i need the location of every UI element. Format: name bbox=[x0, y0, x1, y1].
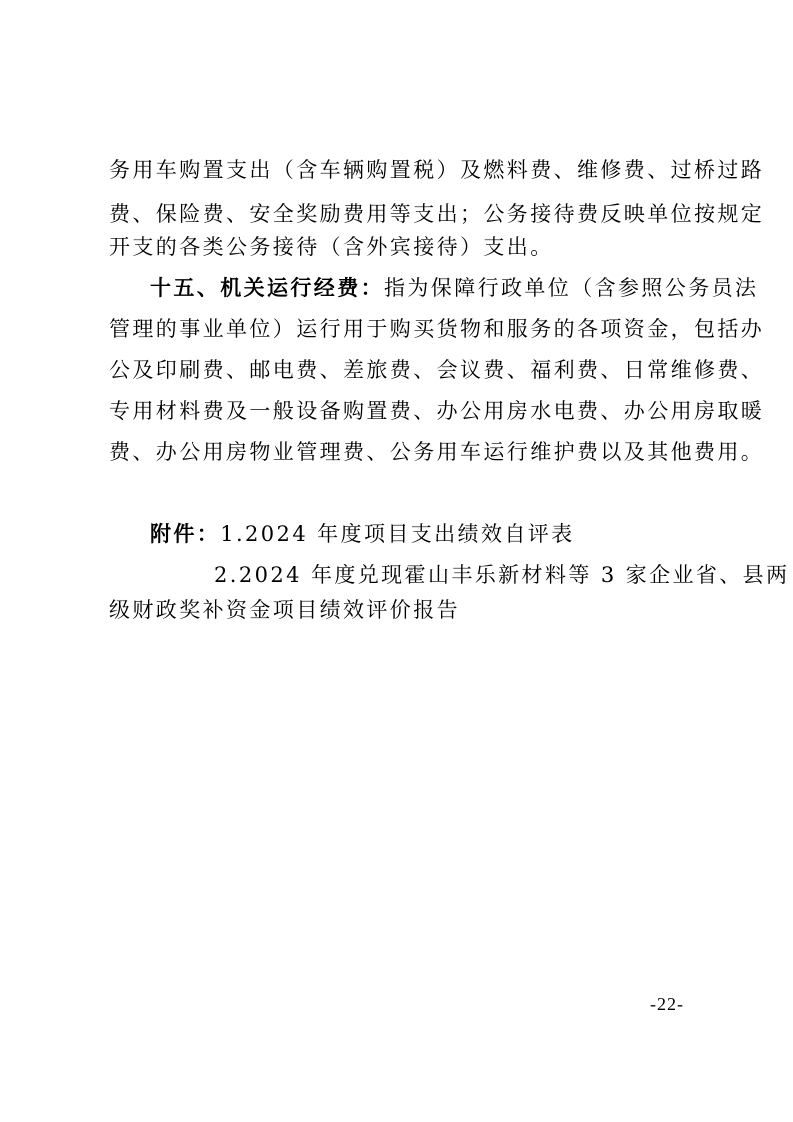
text-line: 专用材料费及一般设备购置费、办公用房水电费、办公用房取暖 bbox=[109, 399, 765, 423]
text-line: 费、办公用房物业管理费、公务用车运行维护费以及其他费用。 bbox=[109, 440, 765, 464]
attachment-item-2: 2.2024 年度兑现霍山丰乐新材料等 3 家企业省、县两 bbox=[214, 563, 790, 587]
text-line: 公及印刷费、邮电费、差旅费、会议费、福利费、日常维修费、 bbox=[109, 358, 765, 382]
page-number: -22- bbox=[650, 994, 684, 1014]
section-heading: 十五、机关运行经费： bbox=[150, 276, 384, 300]
text-line: 管理的事业单位）运行用于购买货物和服务的各项资金，包括办 bbox=[109, 317, 765, 341]
attachment-item-2-continued: 级财政奖补资金项目绩效评价报告 bbox=[109, 598, 460, 622]
text-line: 开支的各类公务接待（含外宾接待）支出。 bbox=[109, 235, 554, 259]
text-line bbox=[150, 274, 758, 302]
attachment-label: 附件： bbox=[150, 522, 221, 546]
attachment-line bbox=[150, 520, 575, 548]
text-line: 务用车购置支出（含车辆购置税）及燃料费、维修费、过桥过路 bbox=[109, 158, 765, 182]
text-line: 费、保险费、安全奖励费用等支出；公务接待费反映单位按规定 bbox=[109, 202, 765, 226]
attachment-item-1: 1.2024 年度项目支出绩效自评表 bbox=[220, 522, 575, 546]
section-text: 指为保障行政单位（含参照公务员法 bbox=[384, 276, 759, 300]
